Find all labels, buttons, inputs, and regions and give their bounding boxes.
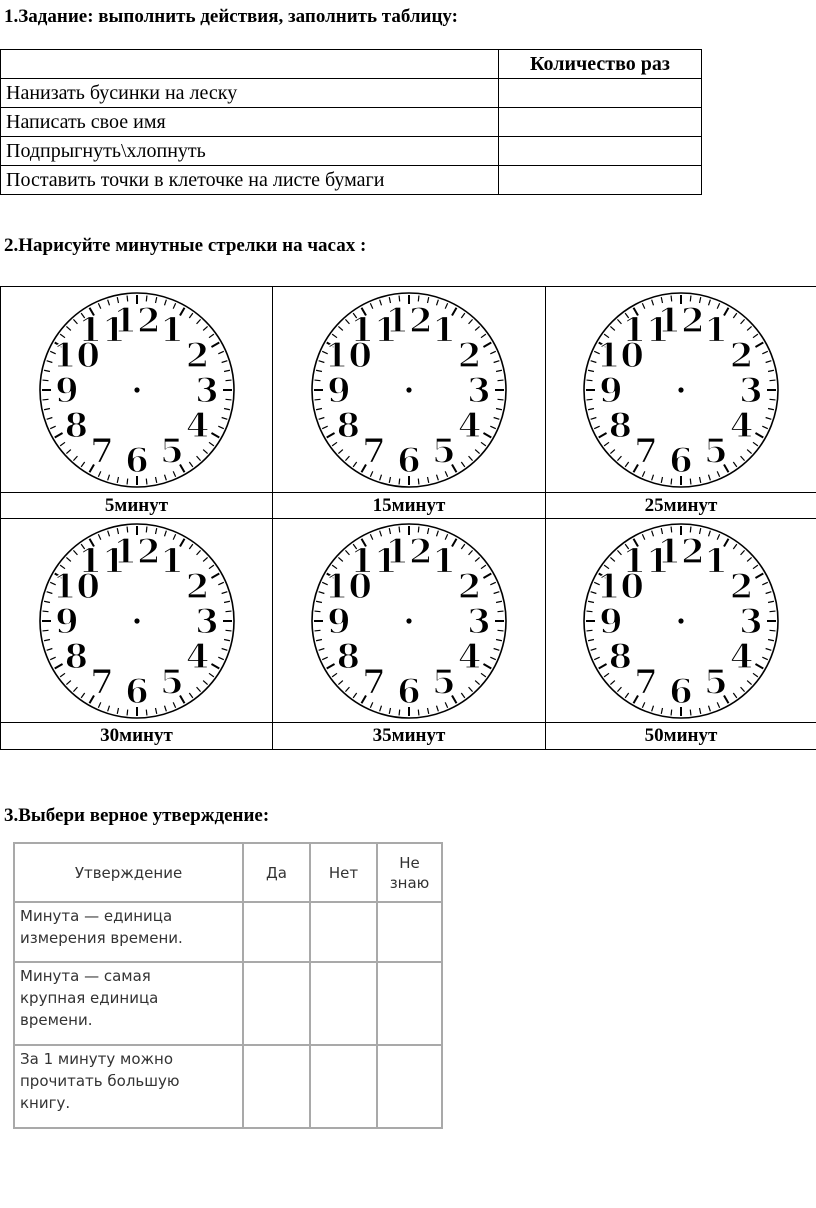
clock-face[interactable]	[273, 287, 545, 492]
clock-face[interactable]	[1, 287, 272, 492]
clock-number: 1	[704, 540, 728, 581]
clock-number: 6	[124, 671, 149, 712]
task1-count-cell[interactable]	[499, 137, 702, 166]
clock-center-dot	[134, 618, 139, 623]
statement-line: книгу.	[20, 1094, 71, 1112]
clock-label: 5минут	[104, 495, 169, 516]
clock-grid	[0, 286, 816, 750]
task1-action-cell: Нанизать бусинки на леску	[1, 79, 499, 108]
statement-cell	[14, 902, 243, 962]
minute-tick	[770, 630, 776, 631]
minute-tick	[315, 611, 321, 612]
clock-dial	[37, 290, 237, 490]
clock-number: 1	[432, 540, 456, 581]
clock-number: 12	[112, 531, 161, 572]
task1-action-cell: Подпрыгнуть\хлопнуть	[1, 137, 499, 166]
clock-number: 11	[622, 309, 670, 350]
table-row	[14, 962, 442, 1045]
task1-heading: 1.Задание: выполнить действия, заполнить таблицу:	[4, 6, 459, 27]
clock-number: 8	[608, 636, 633, 677]
clock-number: 2	[185, 566, 209, 607]
clock-number: 3	[194, 370, 219, 411]
clock-number: 11	[77, 309, 126, 350]
clock-dial	[37, 521, 237, 721]
clock-number: 7	[634, 662, 658, 703]
dont-know-header-line: знаю	[389, 873, 430, 892]
clock-number: 7	[362, 662, 386, 703]
clock-number: 2	[457, 566, 482, 607]
clock-number: 2	[729, 335, 754, 376]
dont-know-cell[interactable]	[377, 902, 442, 962]
clock-number: 8	[336, 405, 361, 446]
clock-number: 9	[327, 601, 351, 642]
clock-number: 1	[432, 309, 456, 350]
minute-tick	[315, 380, 321, 381]
clock-number: 3	[739, 370, 763, 411]
clock-number: 5	[432, 662, 456, 703]
clock-number: 1	[704, 309, 728, 350]
task1-action-cell: Написать свое имя	[1, 108, 499, 137]
clock-number: 10	[52, 335, 100, 376]
statement-line: Минута — единица	[20, 907, 173, 925]
clock-dial	[581, 290, 781, 490]
minute-tick	[315, 630, 321, 631]
minute-tick	[42, 630, 48, 631]
dont-know-cell[interactable]	[377, 1045, 442, 1128]
clock-number: 5	[159, 431, 184, 472]
clock-number: 1	[159, 540, 184, 581]
minute-tick	[770, 399, 776, 400]
minute-tick	[42, 380, 48, 381]
minute-tick	[225, 630, 231, 631]
clock-number: 7	[89, 431, 114, 472]
table-row	[14, 902, 442, 962]
clock-number: 12	[112, 300, 161, 341]
clock-number: 4	[185, 636, 209, 677]
clock-number: 11	[350, 540, 398, 581]
clock-number: 10	[596, 335, 645, 376]
minute-tick	[587, 399, 593, 400]
task1-count-cell[interactable]	[499, 166, 702, 195]
clock-label: 35минут	[372, 725, 446, 746]
clock-number: 8	[336, 636, 361, 677]
statement-line: крупная единица	[20, 989, 159, 1007]
task1-empty-header	[1, 50, 499, 79]
clock-number: 1	[159, 309, 184, 350]
clock-number: 9	[599, 601, 623, 642]
clock-center-dot	[406, 387, 411, 392]
statement-line: времени.	[20, 1011, 93, 1029]
minute-tick	[225, 399, 231, 400]
grid-line	[0, 749, 816, 750]
clock-number: 3	[194, 601, 219, 642]
statement-header: Утверждение	[14, 843, 243, 902]
statement-line: прочитать большую	[20, 1072, 180, 1090]
clock-number: 12	[657, 300, 705, 341]
clock-face[interactable]	[546, 287, 816, 492]
dont-know-header	[377, 843, 442, 902]
clock-number: 9	[54, 601, 79, 642]
grid-line	[0, 722, 816, 723]
minute-tick	[587, 380, 593, 381]
clock-number: 3	[739, 601, 763, 642]
statement-cell	[14, 962, 243, 1045]
clock-number: 12	[657, 531, 705, 572]
clock-center-dot	[678, 387, 683, 392]
clock-number: 9	[54, 370, 79, 411]
statement-cell	[14, 1045, 243, 1128]
minute-tick	[225, 611, 231, 612]
clock-number: 12	[385, 531, 433, 572]
clock-number: 8	[64, 636, 88, 677]
no-cell[interactable]	[310, 902, 377, 962]
clock-center-dot	[406, 618, 411, 623]
dont-know-header-line: Не	[399, 853, 420, 872]
clock-number: 4	[729, 405, 754, 446]
dont-know-cell[interactable]	[377, 962, 442, 1045]
clock-number: 10	[324, 335, 373, 376]
clock-number: 12	[385, 300, 433, 341]
minute-tick	[587, 630, 593, 631]
clock-number: 11	[77, 540, 126, 581]
clock-number: 6	[669, 671, 693, 712]
statement-line: За 1 минуту можно	[20, 1050, 174, 1068]
task2-heading: 2.Нарисуйте минутные стрелки на часах :	[4, 235, 367, 256]
clock-face[interactable]	[546, 519, 816, 722]
minute-tick	[225, 380, 231, 381]
minute-tick	[42, 399, 48, 400]
clock-number: 4	[729, 636, 754, 677]
no-cell[interactable]	[310, 962, 377, 1045]
clock-label: 50минут	[644, 725, 718, 746]
clock-number: 2	[185, 335, 209, 376]
clock-number: 6	[397, 440, 421, 481]
yes-header: Да	[243, 843, 310, 902]
clock-number: 9	[327, 370, 351, 411]
clock-face[interactable]	[1, 519, 272, 722]
clock-number: 7	[89, 662, 114, 703]
table-row	[1, 79, 702, 108]
clock-number: 4	[185, 405, 209, 446]
clock-number: 5	[159, 662, 184, 703]
clock-number: 10	[52, 566, 100, 607]
clock-number: 6	[124, 440, 149, 481]
clock-number: 3	[467, 370, 491, 411]
clock-number: 4	[457, 405, 482, 446]
task3-heading: 3.Выбери верное утверждение:	[4, 805, 270, 826]
minute-tick	[498, 399, 504, 400]
clock-number: 10	[324, 566, 373, 607]
task1-header-row	[1, 50, 702, 79]
clock-number: 8	[608, 405, 633, 446]
task1-count-header: Количество раз	[499, 50, 702, 79]
task1-action-cell: Поставить точки в клеточке на листе бумаги	[1, 166, 499, 195]
task3-header-row	[14, 843, 442, 902]
clock-face[interactable]	[273, 519, 545, 722]
clock-number: 7	[362, 431, 386, 472]
clock-label: 25минут	[644, 495, 718, 516]
clock-number: 5	[704, 662, 728, 703]
table-row	[1, 108, 702, 137]
table-row	[1, 166, 702, 195]
table-row	[1, 137, 702, 166]
clock-number: 8	[64, 405, 88, 446]
clock-number: 3	[467, 601, 491, 642]
minute-tick	[498, 611, 504, 612]
clock-number: 5	[432, 431, 456, 472]
task3-table	[13, 842, 443, 1129]
grid-line	[0, 492, 816, 493]
clock-label: 30минут	[100, 725, 173, 746]
clock-center-dot	[134, 387, 139, 392]
yes-cell[interactable]	[243, 902, 310, 962]
clock-dial	[309, 521, 509, 721]
clock-number: 2	[729, 566, 754, 607]
minute-tick	[42, 611, 48, 612]
clock-number: 4	[457, 636, 482, 677]
minute-tick	[770, 380, 776, 381]
minute-tick	[498, 380, 504, 381]
no-header: Нет	[310, 843, 377, 902]
no-cell[interactable]	[310, 1045, 377, 1128]
minute-tick	[770, 611, 776, 612]
table-row	[14, 1045, 442, 1128]
clock-number: 11	[350, 309, 398, 350]
task1-count-cell[interactable]	[499, 79, 702, 108]
clock-number: 5	[704, 431, 728, 472]
clock-number: 6	[669, 440, 693, 481]
minute-tick	[587, 611, 593, 612]
yes-cell[interactable]	[243, 962, 310, 1045]
clock-number: 11	[622, 540, 670, 581]
clock-number: 9	[599, 370, 623, 411]
yes-cell[interactable]	[243, 1045, 310, 1128]
clock-dial	[309, 290, 509, 490]
clock-label: 15минут	[372, 495, 446, 516]
clock-dial	[581, 521, 781, 721]
clock-number: 2	[457, 335, 482, 376]
statement-line: измерения времени.	[20, 929, 183, 947]
minute-tick	[315, 399, 321, 400]
task1-count-cell[interactable]	[499, 108, 702, 137]
clock-number: 10	[596, 566, 645, 607]
clock-number: 6	[397, 671, 421, 712]
clock-number: 7	[634, 431, 658, 472]
statement-line: Минута — самая	[20, 967, 151, 985]
task1-table	[0, 49, 702, 195]
clock-center-dot	[678, 618, 683, 623]
minute-tick	[498, 630, 504, 631]
